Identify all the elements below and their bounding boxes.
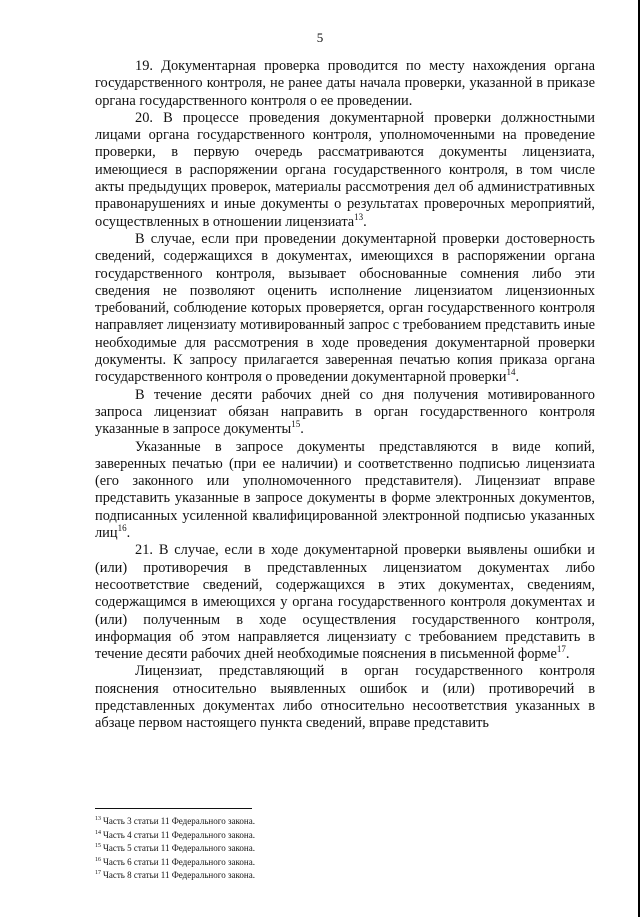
footnote-ref-14[interactable]: 14 — [506, 367, 516, 378]
paragraph-19: 19. Документарная проверка проводится по месту нахождения органа государственного контроля, не ранее даты начала проверки, указанной в приказе органа государственного контроля о ее проведении. — [95, 58, 595, 109]
paragraph-20: 20. В процессе проведения документарной проверки должностными лицами органа государственного контроля, уполномоченными на проведение проверки, в первую очередь рассматриваются документы лицензиата, имеющиеся в распоряжении органа государственного контроля, в том числе акты предыдущих проверок, материалы рассмотрения дел об административных правонарушениях и иные документы о результатах проверочных мероприятий, осуществленных в отношении лицензиата$^{13}$. — [95, 109, 595, 230]
footnote-ref-15[interactable]: 15 — [291, 419, 301, 430]
footnote-ref-17[interactable]: 17 — [556, 644, 566, 655]
page-number: 5 — [316, 30, 324, 45]
footnote-14: $^{14}$ Часть 4 статьи 11 Федерального закона. — [95, 829, 255, 840]
footnote-13: $^{13}$ Часть 3 статьи 11 Федерального закона. — [95, 816, 255, 826]
footnote-17: $^{17}$ Часть 8 статьи 11 Федерального закона. — [95, 870, 255, 880]
footnote-separator — [95, 808, 252, 809]
footnote-ref-13[interactable]: 13 — [354, 211, 364, 222]
footnotes — [95, 815, 495, 883]
paragraph-20-4: Указанные в запросе документы представляются в виде копий, заверенных печатью (при ее наличии) и соответственно подписью лицензиата (его законного или уполномоченного представителя). Лицензиат вправе представить указанные в запросе документы в форме электронных документов, подписанных усиленной квалифицированной электронной подписью указанных лиц$^{16}$. — [95, 438, 595, 542]
paragraph-21: 21. В случае, если в ходе документарной проверки выявлены ошибки и (или) противоречия в представленных лицензиатом документах либо несоответствие сведений, содержащихся в этих документах, сведениям, содержащимся в имеющихся у органа государственного контроля документах и (или) полученным в ходе осуществления государственного контроля, информация об этом направляется лицензиату с требованием представить в течение десяти рабочих дней необходимые пояснения в письменной форме$^{17}$. — [95, 542, 595, 663]
body-text — [95, 58, 595, 733]
paragraph-21-2: Лицензиат, представляющий в орган государственного контроля пояснения относительно выявленных ошибок и (или) противоречий в представленных документах либо относительно несоответствия указанных в абзаце первом настоящего пункта сведений, вправе представить — [95, 663, 595, 732]
paragraph-20-3: В течение десяти рабочих дней со дня получения мотивированного запроса лицензиат обязан направить в орган государственного контроля указанные в запросе документы$^{15}$. — [95, 386, 595, 438]
paragraph-20-2: В случае, если при проведении документарной проверки достоверность сведений, содержащихся в документах, имеющихся в распоряжении органа государственного контроля, вызывает обоснованные сомнения либо эти сведения не позволяют оценить исполнение лицензиатом лицензионных требований, соблюдение которых проверяется, орган государственного контроля направляет лицензиату мотивированный запрос с требованием представить иные необходимые для рассмотрения в ходе проведения документарной проверки документы. К запросу прилагается заверенная печатью копия приказа органа государственного контроля о проведении документарной проверки$^{14}$. — [95, 230, 595, 386]
footnote-15: $^{15}$ Часть 5 статьи 11 Федерального закона. — [95, 843, 255, 853]
footnote-ref-16[interactable]: 16 — [117, 523, 127, 534]
footnote-16: $^{16}$ Часть 6 статьи 11 Федерального закона. — [95, 856, 255, 867]
